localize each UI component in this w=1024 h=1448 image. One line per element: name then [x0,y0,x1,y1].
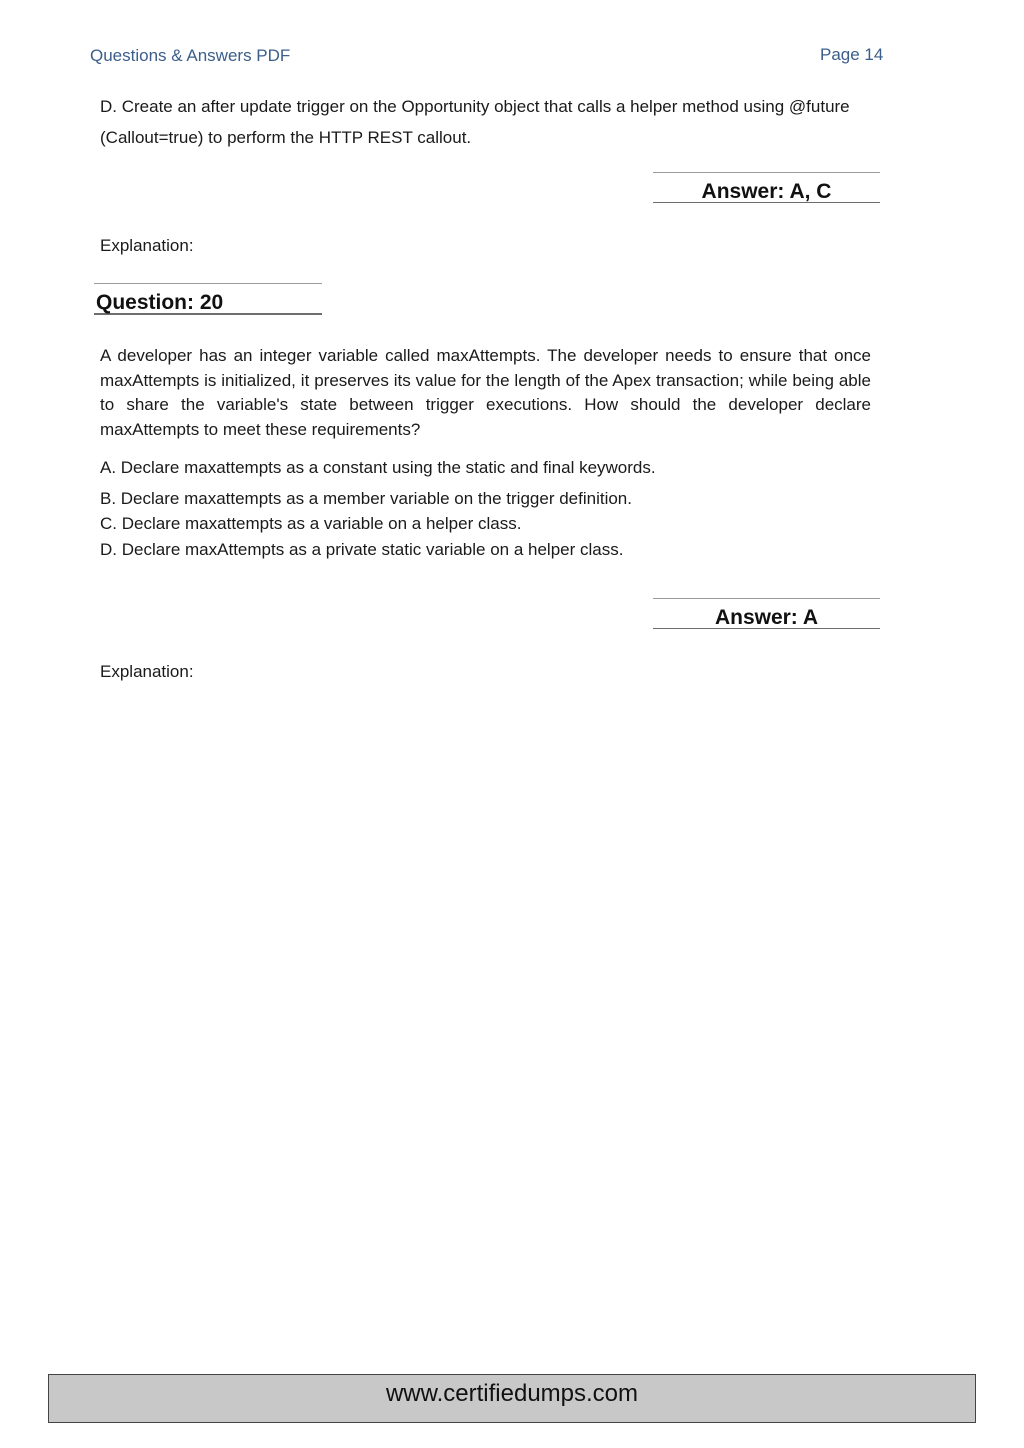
previous-option-line-1: D. Create an after update trigger on the Opportunity object that calls a helper method using @future [100,97,850,116]
answer-label: Answer: A [653,598,880,629]
header-title: Questions & Answers PDF [90,46,291,65]
option-b: B. Declare maxattempts as a member variable on the trigger definition. [100,489,632,508]
option-a: A. Declare maxattempts as a constant using the static and final keywords. [100,458,656,477]
footer-website: www.certifiedumps.com [48,1374,976,1423]
question-title: Question: 20 [94,283,322,315]
explanation-label: Explanation: [100,236,194,255]
question-text: A developer has an integer variable called maxAttempts. The developer needs to ensure that once maxAttempts is initialized, it preserves its value for the length of the Apex transaction; while being able to share the variable's state between trigger executions. How should the developer declare maxAttempts to meet these requirements? [100,346,871,439]
option-c: C. Declare maxattempts as a variable on a helper class. [100,514,522,533]
page-number: Page 14 [820,45,884,64]
previous-option-line-2: (Callout=true) to perform the HTTP REST callout. [100,128,472,147]
option-d: D. Declare maxAttempts as a private static variable on a helper class. [100,540,624,559]
answer-label: Answer: A, C [653,172,880,203]
explanation-label: Explanation: [100,662,194,681]
